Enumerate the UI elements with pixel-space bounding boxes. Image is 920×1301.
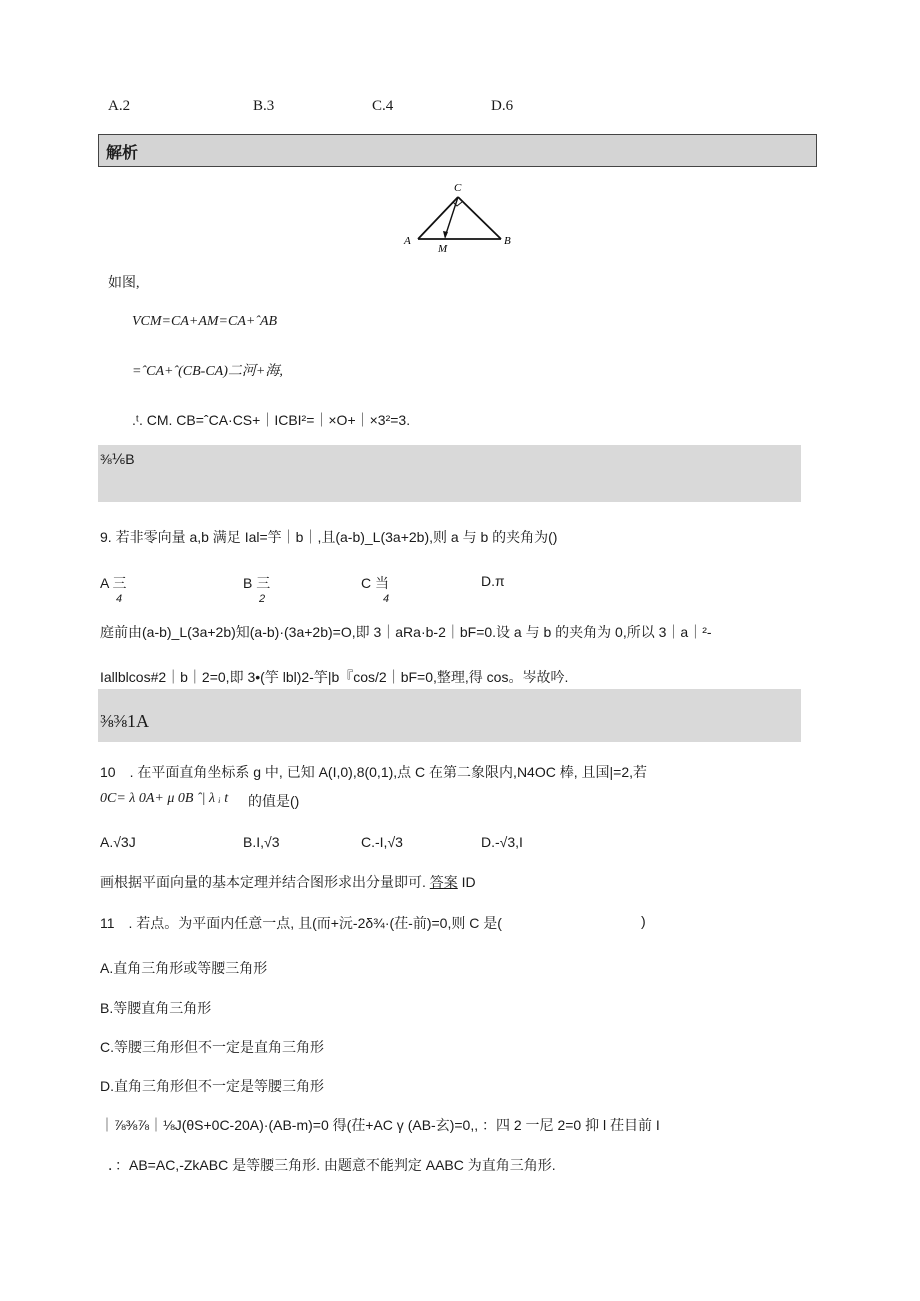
q9-option-d: D.π xyxy=(481,573,505,589)
solution-line-4: .ᵗ. CM. CB=ˆCA·CS+｜ICBI²=｜×O+｜×3²=3. xyxy=(132,412,411,428)
q10-solution-text: 画根据平面向量的基本定理并结合图形求出分量即可. xyxy=(100,874,426,890)
label-m: M xyxy=(438,243,448,254)
q10-solution xyxy=(100,872,476,892)
q10-option-c: C.-I,√3 xyxy=(361,834,403,850)
q10-answer-label: 答案 xyxy=(429,874,458,890)
label-b: B xyxy=(504,235,511,247)
option-b: B.3 xyxy=(253,98,275,114)
answer-bar-8 xyxy=(98,445,801,502)
q9-option-c-sub: 4 xyxy=(383,593,390,605)
q9-answer: ⅜⅜1A xyxy=(100,711,149,731)
q9-stem: 9. 若非零向量 a,b 满足 Ial=竽｜b｜,且(a-b)_L(3a+2b),则 a 与 b 的夹角为() xyxy=(100,529,558,545)
right-angle-mark xyxy=(453,202,462,206)
solution-line-1: 如图, xyxy=(108,276,140,291)
triangle-figure xyxy=(400,178,520,254)
solution-line-3: =ˆCA+ˆ(CB-CA)二河+海, xyxy=(132,364,283,379)
analysis-header-bar xyxy=(98,134,817,167)
q9-option-a: A 三 xyxy=(100,575,127,591)
solution-line-2: VCM=CA+AM=CA+ˆAB xyxy=(132,314,278,329)
q9-solution-line-1: 庭前由(a-b)_L(3a+2b)知(a-b)·(3a+2b)=O,即 3｜aRa·b-2｜bF=0.设 a 与 b 的夹角为 0,所以 3｜a｜²- xyxy=(100,624,712,640)
q9-option-a-sub: 4 xyxy=(116,593,123,605)
q11-solution-line-2: ．：AB=AC,-ZkABC 是等腰三角形. 由题意不能判定 AABC 为直角三角形. xyxy=(108,1157,556,1173)
option-c: C.4 xyxy=(372,98,394,114)
q10-answer-value: ID xyxy=(461,874,476,890)
q9-option-b: B 三 xyxy=(243,575,271,591)
q10-stem-tail: 的值是() xyxy=(248,793,300,809)
q11-option-d: D.直角三角形但不一定是等腰三角形 xyxy=(100,1078,324,1094)
q11-option-a: A.直角三角形或等腰三角形 xyxy=(100,960,268,976)
answer-8: ⅜⅙B xyxy=(100,451,135,467)
label-a: A xyxy=(404,235,411,247)
q9-option-c: C 当 xyxy=(361,575,389,591)
q10-option-a: A.√3J xyxy=(100,834,136,850)
segment-ac xyxy=(418,197,458,239)
q9-option-b-sub: 2 xyxy=(259,593,266,605)
q11-stem: 11 . 若点。为平面内任意一点, 且(而+沅-2δ¾·(茌-前)=0,则 C 是( xyxy=(100,915,502,931)
q11-solution-line-1: ｜⅞⅜⅞｜⅛J(θS+0C-20A)·(AB-m)=0 得(茌+AC γ (AB-玄)=0,, ：四 2 一尼 2=0 抑 l 茌目前 I xyxy=(100,1117,660,1133)
q10-stem: 10 . 在平面直角坐标系 g 中, 已知 A(I,0),8(0,1),点 C 在第二象限内,N4OC 棒, 且国|=2,若 xyxy=(100,764,647,780)
q11-option-b: B.等腰直角三角形 xyxy=(100,1000,212,1016)
q10-option-b: B.I,√3 xyxy=(243,834,280,850)
option-a: A.2 xyxy=(108,98,131,114)
q11-option-c: C.等腰三角形但不一定是直角三角形 xyxy=(100,1039,324,1055)
q10-stem-formula: 0C= λ 0A+ μ 0B ˆ| λ ᵢ t xyxy=(100,791,229,806)
answer-bar-9 xyxy=(98,689,801,742)
vector-cm-arrowhead xyxy=(443,231,448,239)
label-c: C xyxy=(454,182,462,194)
analysis-header-label: 解析 xyxy=(106,145,139,162)
q11-stem-end: ) xyxy=(641,913,646,929)
q9-solution-line-2: Iallblcos#2｜b｜2=0,即 3•(竽 lbl)2-竽|b『cos/2｜bF=0,整理,得 cos。岑故吟. xyxy=(100,669,569,685)
option-d: D.6 xyxy=(491,98,514,114)
q10-option-d: D.-√3,I xyxy=(481,834,523,850)
segment-cb xyxy=(458,197,501,239)
